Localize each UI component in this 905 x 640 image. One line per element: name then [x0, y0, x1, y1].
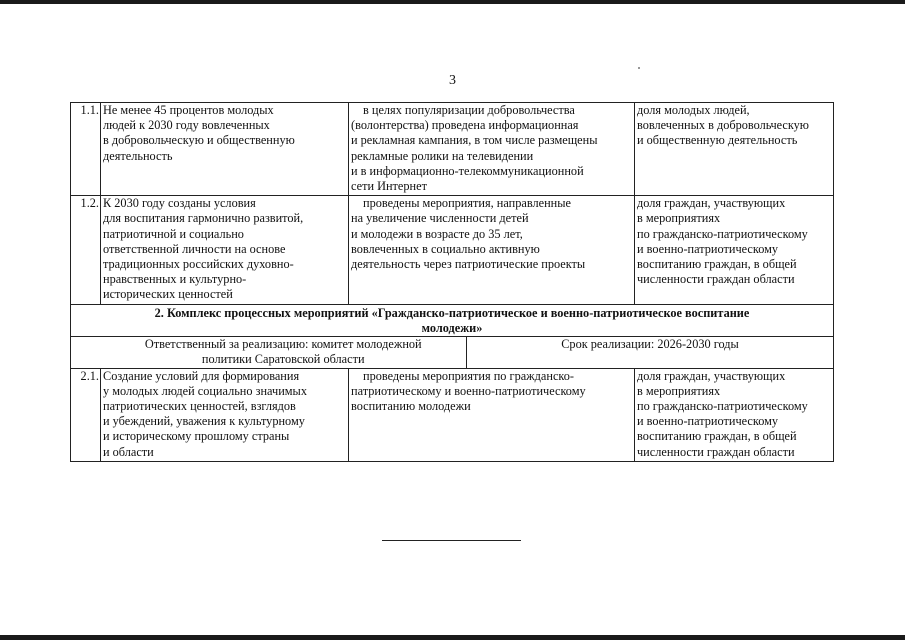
- action-line: сети Интернет: [351, 179, 427, 194]
- table-row: [71, 103, 834, 196]
- goal-line: Не менее 45 процентов молодых: [103, 103, 274, 117]
- goal-line: К 2030 году созданы условия: [103, 196, 256, 211]
- page-number: 3: [449, 73, 456, 88]
- section-title: [71, 304, 834, 336]
- indicator-line: доля граждан, участвующих: [637, 368, 786, 383]
- scan-top-edge: [0, 0, 905, 4]
- indicator-line: воспитанию граждан, в общей: [637, 429, 797, 444]
- goal-line: у молодых людей социально значимых: [103, 383, 307, 398]
- indicator-line: вовлеченных в добровольческую: [637, 118, 809, 133]
- period-cell: [467, 336, 834, 368]
- action-cell: [349, 196, 635, 304]
- action-line: воспитанию молодежи: [351, 399, 471, 414]
- section-title-line: молодежи»: [421, 320, 483, 335]
- indicator-line: в мероприятиях: [637, 383, 721, 398]
- indicator-line: численности граждан области: [637, 444, 795, 459]
- action-cell: [349, 368, 635, 461]
- empty-cell: [71, 336, 101, 368]
- responsible-cell: [101, 336, 467, 368]
- indicator-line: доля граждан, участвующих: [637, 196, 786, 211]
- row-number: 1.2.: [71, 196, 101, 304]
- action-line: и в информационно-телекоммуникационной: [351, 163, 584, 178]
- goal-line: людей к 2030 году вовлеченных: [103, 118, 270, 133]
- action-line: проведены мероприятия, направленные: [363, 196, 571, 211]
- indicator-line: и военно-патриотическому: [637, 241, 779, 256]
- action-line: проведены мероприятия по гражданско-: [363, 368, 575, 383]
- indicator-line: воспитанию граждан, в общей: [637, 257, 797, 272]
- indicator-cell: [635, 368, 834, 461]
- goal-line: патриотических ценностей, взглядов: [103, 399, 296, 414]
- section-row: [71, 304, 834, 336]
- indicator-cell: [635, 103, 834, 196]
- goal-cell: [101, 196, 349, 304]
- table-row: [71, 368, 834, 461]
- action-line: рекламные ролики на телевидении: [351, 148, 534, 163]
- goal-line: деятельность: [103, 148, 173, 163]
- indicator-line: и общественную деятельность: [637, 133, 798, 148]
- action-line: на увеличение численности детей: [351, 211, 529, 226]
- indicator-line: по гражданско-патриотическому: [637, 399, 808, 414]
- indicator-line: численности граждан области: [637, 272, 795, 287]
- action-line: деятельность через патриотические проекты: [351, 257, 586, 272]
- row-number: 2.1.: [71, 368, 101, 461]
- scan-speck: [638, 67, 640, 69]
- goal-cell: [101, 368, 349, 461]
- footer-rule: [382, 540, 521, 541]
- goal-line: патриотичной и социально: [103, 226, 244, 241]
- action-cell: [349, 103, 635, 196]
- action-line: и рекламная кампания, в том числе размещены: [351, 133, 598, 148]
- goal-line: Создание условий для формирования: [103, 368, 300, 383]
- action-line: (волонтерства) проведена информационная: [351, 118, 579, 133]
- goal-cell: [101, 103, 349, 196]
- action-line: вовлеченных в социально активную: [351, 241, 540, 256]
- goal-line: в добровольческую и общественную: [103, 133, 295, 148]
- section-title-line: 2. Комплекс процессных мероприятий «Гражданско-патриотическое и военно-патриотическое воспитание: [154, 305, 750, 320]
- responsible-line: политики Саратовской области: [201, 351, 365, 366]
- responsible-line: Ответственный за реализацию: комитет молодежной: [144, 336, 422, 351]
- indicator-line: в мероприятиях: [637, 211, 721, 226]
- goal-line: традиционных российских духовно-: [103, 257, 294, 272]
- period-text: Срок реализации: 2026-2030 годы: [561, 336, 739, 351]
- goal-line: нравственных и культурно-: [103, 272, 247, 287]
- row-number: 1.1.: [71, 103, 101, 196]
- action-line: в целях популяризации добровольчества: [363, 103, 575, 117]
- program-table: [70, 102, 834, 462]
- goal-line: и историческому прошлому страны: [103, 429, 290, 444]
- action-line: патриотическому и военно-патриотическому: [351, 383, 586, 398]
- responsible-row: [71, 336, 834, 368]
- goal-line: ответственной личности на основе: [103, 241, 286, 256]
- goal-line: исторических ценностей: [103, 287, 233, 302]
- goal-line: и области: [103, 444, 154, 459]
- indicator-line: по гражданско-патриотическому: [637, 226, 808, 241]
- table-row: [71, 196, 834, 304]
- action-line: и молодежи в возрасте до 35 лет,: [351, 226, 523, 241]
- scan-bottom-edge: [0, 635, 905, 640]
- goal-line: для воспитания гармонично развитой,: [103, 211, 304, 226]
- indicator-line: и военно-патриотическому: [637, 414, 779, 429]
- goal-line: и убеждений, уважения к культурному: [103, 414, 305, 429]
- indicator-line: доля молодых людей,: [637, 103, 750, 117]
- indicator-cell: [635, 196, 834, 304]
